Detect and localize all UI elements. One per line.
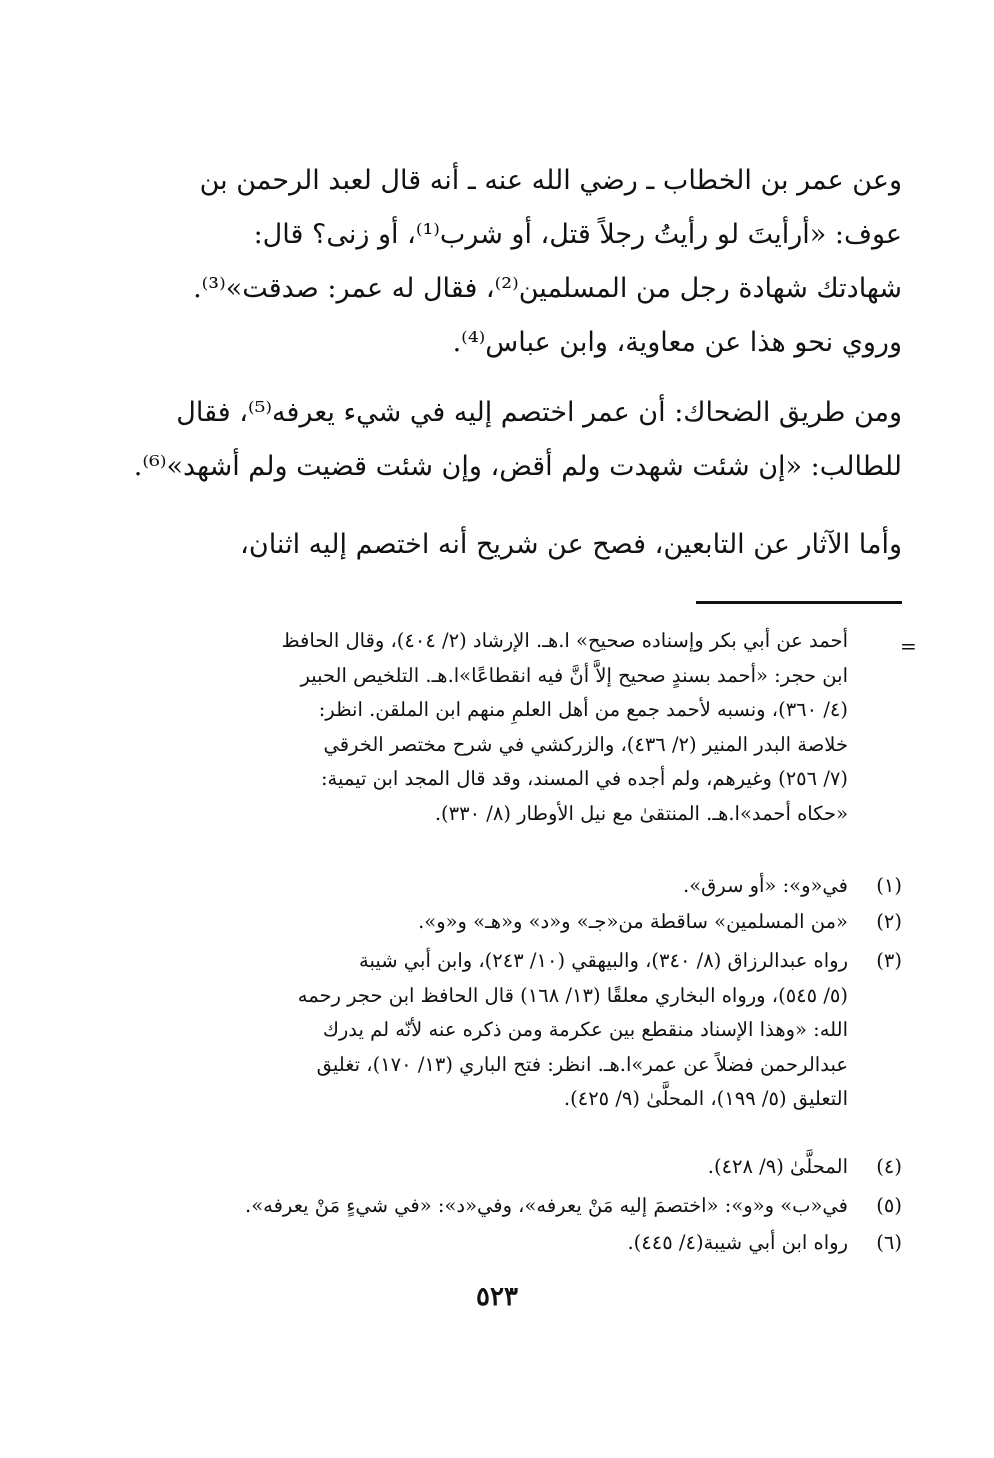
footnote-4 [140,1150,848,1185]
footnote-line: «حكاه أحمد»ا.هـ. المنتقىٰ مع نيل الأوطار (٨/ ٣٣٠). [434,801,848,825]
footnote-3 [140,944,848,1117]
text-line: للطالب: «إن شئت شهدت ولم أقض، وإن شئت قضيت ولم أشهد»⁽⁶⁾. [133,451,902,482]
footnote-line: خلاصة البدر المنير (٢/ ٤٣٦)، والزركشي في شرح مختصر الخرقي [323,732,848,756]
footnote-line: التعليق (٥/ ١٩٩)، المحلَّىٰ (٩/ ٤٢٥). [563,1087,848,1110]
paragraph-tabiin [140,518,902,572]
footnote-continuation-mark: = [900,634,917,658]
footnote-line: المحلَّىٰ (٩/ ٤٢٨). [707,1155,848,1178]
paragraph-umar-hadith [140,154,902,370]
footnote-5 [140,1189,848,1224]
footnote-line: «من المسلمين» ساقطة من«جـ» و«د» و«هـ» و«و». [418,910,848,933]
footnote-number: (٣) [876,949,902,972]
footnote-line: عبدالرحمن فضلاً عن عمر»ا.هـ. انظر: فتح الباري (١٣/ ١٧٠)، تغليق [316,1052,848,1076]
footnote-line: الله: «وهذا الإسناد منقطع بين عكرمة ومن ذكره عنه لأنّه لم يدرك [322,1018,848,1041]
footnote-line: (٧/ ٢٥٦) وغيرهم، ولم أجده في المسند، وقد قال المجد ابن تيمية: [320,767,848,790]
footnote-separator [696,601,902,604]
page-number: ٥٢٣ [476,1282,518,1312]
text-line: شهادتك شهادة رجل من المسلمين⁽²⁾، فقال له عمر: صدقت»⁽³⁾. [193,273,902,304]
footnote-1 [140,869,848,904]
paragraph-dahhak [133,386,902,494]
footnote-line: ابن حجر: «أحمد بسندٍ صحيح إلاَّ أنَّ فيه انقطاعًا»ا.هـ. التلخيص الحبير [300,663,848,687]
footnote-number: (٦) [876,1231,902,1254]
footnote-line: (٤/ ٣٦٠)، ونسبه لأحمد جمع من أهل العلمِ منهم ابن الملقن. انظر: [318,698,848,721]
footnote-2 [140,905,848,940]
footnote-line: رواه عبدالرزاق (٨/ ٣٤٠)، والبيهقي (١٠/ ٢٤٣)، وابن أبي شيبة [359,949,848,972]
text-line: عوف: «أرأيتَ لو رأيتُ رجلاً قتل، أو شرب⁽¹⁾، أو زنى؟ قال: [253,219,902,250]
footnote-continuation [140,624,848,831]
footnote-number: (٢) [876,910,902,933]
text-line: وروي نحو هذا عن معاوية، وابن عباس⁽⁴⁾. [452,327,902,358]
text-line: ومن طريق الضحاك: أن عمر اختصم إليه في شيء يعرفه⁽⁵⁾، فقال [176,397,902,428]
text-line: وأما الآثار عن التابعين، فصح عن شريح أنه اختصم إليه اثنان، [240,529,902,560]
footnote-number: (٥) [876,1194,902,1217]
footnote-6 [140,1226,848,1261]
footnote-line: (٥/ ٥٤٥)، ورواه البخاري معلقًا (١٣/ ١٦٨) قال الحافظ ابن حجر رحمه [297,983,848,1007]
footnote-number: (١) [876,874,902,897]
footnote-line: أحمد عن أبي بكر وإسناده صحيح» ا.هـ. الإرشاد (٢/ ٤٠٤)، وقال الحافظ [281,629,848,652]
text-line: وعن عمر بن الخطاب ـ رضي الله عنه ـ أنه قال لعبد الرحمن بن [199,165,902,196]
footnote-line: في«و»: «أو سرق». [683,874,848,897]
footnote-line: رواه ابن أبي شيبة(٤/ ٤٤٥). [627,1231,848,1254]
footnote-number: (٤) [876,1155,902,1178]
footnote-line: في«ب» و«و»: «اختصمَ إليه مَنْ يعرفه»، وفي«د»: «في شيءٍ مَنْ يعرفه». [245,1194,848,1217]
